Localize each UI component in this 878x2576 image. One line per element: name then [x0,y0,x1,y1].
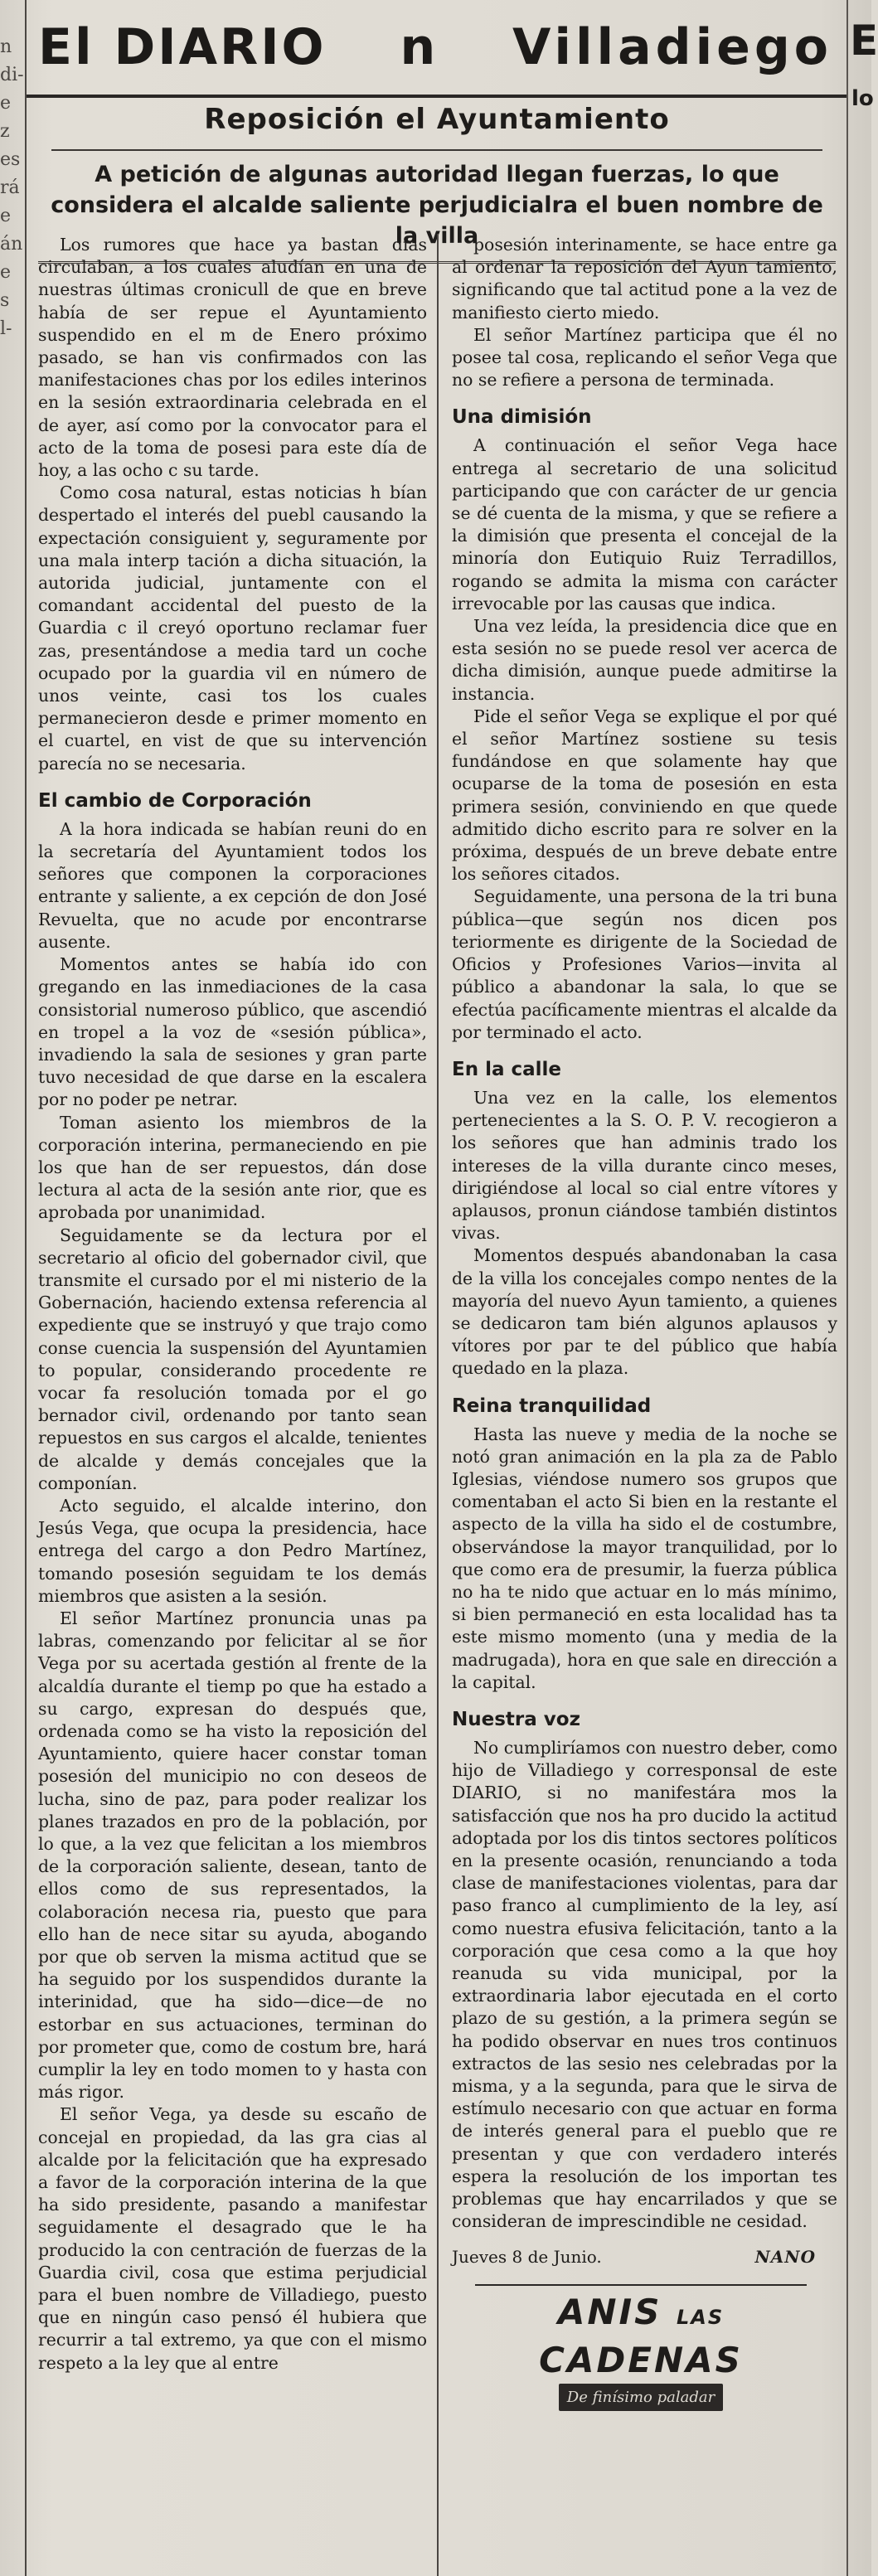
paragraph: Una vez en la calle, los elementos pertenecientes a la S. O. P. V. recogieron a los señores que han adminis trado los intereses de la villa durante cinco meses, dirigiéndose al local so cial entre vítores y aplausos, pronun ciándose también distintos vivas. [452,1087,837,1244]
headline: Reposición el Ayuntamiento [204,103,670,136]
dateline [452,2246,837,2268]
paragraph: Hasta las nueve y media de la noche se notó gran animación en la pla za de Pablo Iglesias, viéndose numero sos grupos que comentaban el acto Si bien en la restante el aspecto de la villa ha sido el de costumbre, observándose la mayor tranquilidad, por lo que como era de presumir, la fuerza pública no ha te nido que actuar en lo más mínimo, si bien permaneció en esta localidad has ta este mismo momento (una y media de la madrugada), hora en que sale en dirección a la capital. [452,1424,837,1692]
masthead-town: Villadiego [512,18,832,76]
paragraph: A la hora indicada se habían reuni do en la secretaría del Ayuntamient todos los señores que componen la corporaciones entrante y saliente, a ex cepción de don José Revuelta, que no acude por encontrarse ausente. [38,818,427,952]
left-margin-fragments [0,33,23,779]
paragraph: El señor Martínez participa que él no posee tal cosa, replicando el señor Vega que no se refiere a persona de terminada. [452,324,837,391]
next-page-masthead-fragment: E [850,17,878,65]
right-edge-fragment [846,0,878,2576]
margin-fragment: z [0,121,10,142]
section-heading: El cambio de Corporación [38,789,312,812]
section-heading: Reina tranquilidad [452,1395,652,1417]
next-page-text-fragment: lo [851,86,874,111]
ad-brand-word: CADENAS [539,2339,743,2380]
section-heading: Una dimisión [452,406,592,429]
paragraph: Acto seguido, el alcalde interino, don Jesús Vega, que ocupa la presidencia, hace entrega del cargo a don Pedro Martínez, tomando posesión seguidam te los demás miembros que asisten a la sesión. [38,1495,427,1606]
divider [51,149,822,151]
masthead-title: El DIARIO [38,18,327,76]
ad-brand-word: LAS [677,2305,725,2329]
paragraph: Una vez leída, la presidencia dice que en esta sesión no se puede resol ver acerca de dicha dimisión, aunque puede admitirse la instancia. [452,616,837,704]
advertisement [475,2284,807,2411]
paragraph: El señor Martínez pronuncia unas pa labras, comenzando por felicitar al se ñor Vega por su acertada gestión al frente de la alcaldía durante el tiemp po que ha estado a su cargo, expresan do después que, ordenada como se ha visto la reposición del Ayuntamiento, quiere hacer constar toman posesión del municipio no con deseos de lucha, sino de paz, para poder realizar los planes trazados en pro de la población, por lo que, a la vez que felicitan a los miembros de la corporación saliente, desean, tanto de ellos como de sus representados, la colaboración necesa ria, puesto que para ello han de nece sitar su ayuda, abogando por que ob serven la misma actitud que se ha seguido por los suspendidos durante la interinidad, que ha sido—dice—de no estorbar en sus actuaciones, terminan do por prometer que, como de costum bre, hará cumplir la ley en todo momen to y hasta con más rigor. [38,1608,427,2103]
margin-fragment: s [0,290,10,311]
margin-fragment: e [0,93,12,114]
paragraph: Toman asiento los miembros de la corporación interina, permaneciendo en pie los que han de ser repuestos, dán dose lectura al acta de la sesión ante rior, que es aprobada por unanimidad. [38,1112,427,1223]
ad-tagline: De finísimo paladar [559,2384,723,2411]
paragraph: posesión interinamente, se hace entre ga al ordenar la reposición del Ayun tamiento, significando que tal actitud pone a la vez de manifiesto cierto miedo. [452,235,837,323]
paragraph: Momentos antes se había ido con gregando en las inmediaciones de la casa consistorial numeroso público, que ascendió en tropel a la voz de «sesión pública», invadiendo la sala de sesiones y gran parte tuvo necesidad de que darse en la escalera por no poder pe netrar. [38,954,427,1110]
article-columns [27,234,847,2576]
paragraph: El señor Vega, ya desde su escaño de concejal en propiedad, da las gra cias al alcalde por la felicitación que ha expresado a favor de la corporación interina de la que ha sido presidente, pasando a manifestar seguidamente el desagrado que le ha producido la con centración de fuerzas de la Guardia civil, cosa que estima perjudicial para el buen nombre de Villadiego, puesto que en ningún caso pensó él hubiera que recurrir a tal extremo, ya que con el mismo respeto a la ley que al entre [38,2104,427,2373]
paragraph: Seguidamente, una persona de la tri buna pública—que según nos dicen pos teriormente es dirigente de la Sociedad de Oficios y Profesiones Varios—invita al público a abandonar la sala, lo que se efectúa pacíficamente mientras el alcalde da por terminado el acto. [452,886,837,1042]
paragraph: No cumpliríamos con nuestro deber, como hijo de Villadiego y corresponsal de este DIARIO, si no manifestára mos la satisfacción que nos ha pro ducido la actitud adoptada por los dis tintos sectores políticos en la presente ocasión, renunciando a toda clase de manifestaciones violentas, para dar paso franco al cumplimiento de la ley, así como nuestra efusiva felicitación, tanto a la corporación que cesa como a la que hoy reanuda su vida municipal, por la extraordinaria labor ejecutada en el corto plazo de su gestión, a la primera según se ha podido observar en nues tros continuos extractos de las sesio nes celebradas por la misma, y a la segunda, para que le sirva de estímulo necesario con que actuar en forma de interés general para el pueblo que re presentan y que con verdadero interés espera la resolución de los importan tes problemas que hay encarrilados y que se consideran de imprescindible ne cesidad. [452,1737,837,2232]
paragraph: Como cosa natural, estas noticias h bían despertado el interés del puebl causando la expectación consiguient y, seguramente por una mala interp tación a dicha situación, la autorida judicial, juntamente con el comandant accidental del puesto de la Guardia c il creyó oportuno reclamar fuer zas, presentándose a media tard un coche ocupado por la guardia vil en número de unos veinte, casi tos los cuales permanecieron desde e primer momento en el cuartel, en vist de que su intervención parecía no se necesaria. [38,483,427,774]
article [25,0,847,2576]
margin-fragment: di- [0,65,24,85]
section-heading: Nuestra voz [452,1708,580,1730]
paragraph: Los rumores que hace ya bastan días circulaban, a los cuales aludían en una de nuestras últimas cronicull de que en breve había de ser repue el Ayuntamiento suspendido en el m de Enero próximo pasado, se han vis confirmados con las manifestaciones chas por los ediles interinos en la sesión extraordinaria celebrada en el de ayer, así como por la convocator para el acto de la toma de posesi para este día de hoy, a las ocho c su tarde. [38,235,427,481]
subheadline: A petición de algunas autoridad llegan fuerzas, lo que considera el alcalde saliente perjudicialra el buen nombre de la villa [51,162,823,249]
paragraph: Momentos después abandonaban la casa de la villa los concejales compo nentes de la mayoría del nuevo Ayun tamiento, a quienes se dedicaron tam bién algunos aplausos y vítores por par te del público que había quedado en la plaza. [452,1245,837,1379]
section-heading: En la calle [452,1058,562,1080]
masthead [27,0,847,98]
margin-fragment: e [0,206,12,226]
column-left [27,234,437,2576]
paragraph: Seguidamente se da lectura por el secretario al oficio del gobernador civil, que transmite el cursado por el mi nisterio de la Gobernación, haciendo extensa referencia al expediente que se instruyó y que trajo como conse cuencia la suspensión del Ayuntamien to popular, considerando procedente re vocar fa resolución tomada por el go bernador civil, ordenando por tanto sean repuestos en sus cargos el alcalde, tenientes de alcalde y demás concejales que la componían. [38,1225,427,1493]
ad-brand [475,2291,807,2382]
margin-fragment: rá [0,177,20,198]
margin-fragment: n [0,36,12,57]
margin-fragment: e [0,262,12,283]
ad-brand-word: ANIS [557,2291,662,2332]
margin-fragment: án [0,234,23,255]
paragraph: Pide el señor Vega se explique el por qué el señor Martínez sostiene su tesis fundándose en que solamente hay que ocuparse de la toma de posesión en esta primera sesión, conviniendo en que quede admitido dicho escrito para re solver en la próxima, después de un breve debate entre los señores citados. [452,706,837,885]
paragraph: A continuación el señor Vega hace entrega al secretario de una solicitud participando que con carácter de ur gencia se dé cuenta de la misma, y que se refiere a la dimisión que presenta el concejal de la minoría don Eutiquio Ruiz Terradillos, rogando se admita la misma con carácter irrevocable por las causas que indica. [452,435,837,614]
column-right [437,234,847,2576]
date: Jueves 8 de Junio. [452,2247,602,2268]
margin-fragment: es [0,149,21,170]
masthead-fragment: n [400,18,439,76]
author-signature: NANO [754,2247,816,2268]
margin-fragment: l- [0,318,12,339]
